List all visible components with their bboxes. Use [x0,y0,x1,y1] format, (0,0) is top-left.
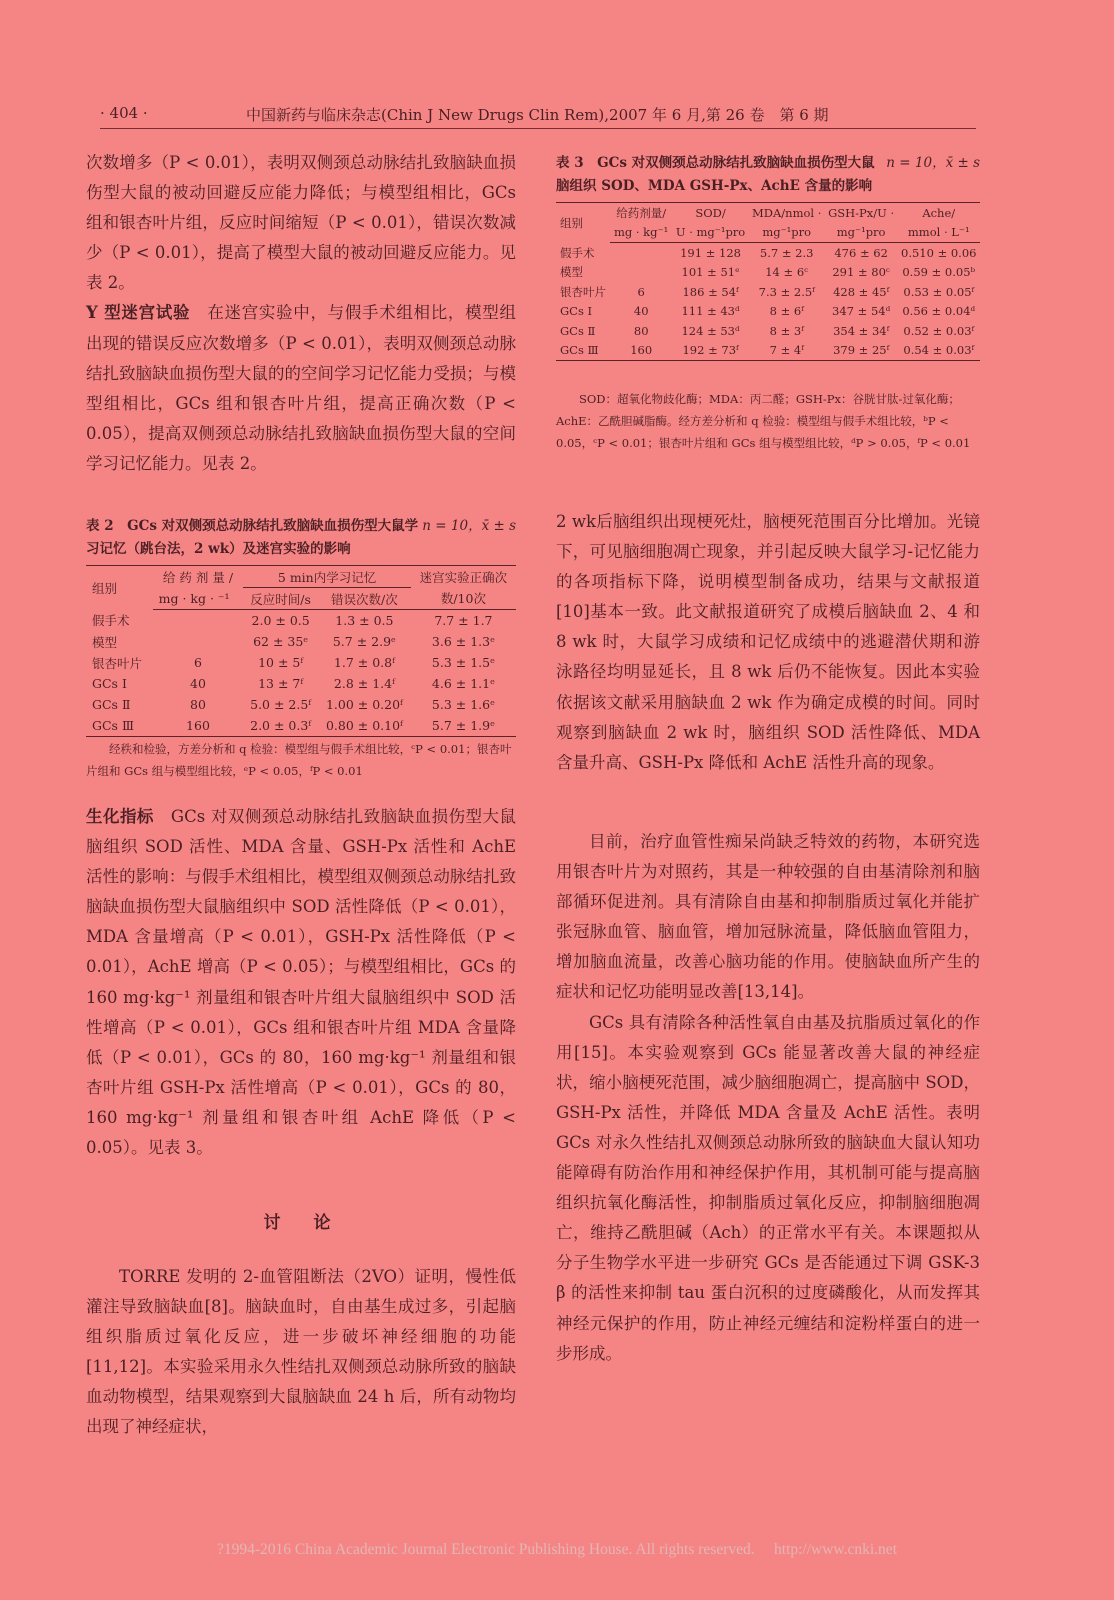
table-2-cell: 1.00 ± 0.20ᶠ [325,697,403,712]
table-3-stat: n = 10，x̄ ± s [886,155,980,171]
table-2-cell: 1.3 ± 0.5 [335,613,394,628]
table-3-cell: 428 ± 45ᶠ [833,284,890,299]
table-3-cell: 7.3 ± 2.5ᶠ [758,284,815,299]
header-rule [100,128,976,129]
t3-h-mda-unit: mg⁻¹pro [749,223,825,243]
table-2-cell: GCs Ⅱ [92,697,131,712]
right-paragraph-2: 目前，治疗血管性痴呆尚缺乏特效的药物，本研究选用银杏叶片为对照药，其是一种较强的自由基清除剂和脑部循环促进剂。具有清除自由基和抑制脂质过氧化并能扩张冠脉血管、脑血管，增加冠脉流量，降低脑血管阻力，增加脑血流量，改善心脑功能的作用。使脑缺血所产生的症状和记忆功能明显改善[13,14]。 [556,832,980,1002]
table-3-cell: 354 ± 34ᶠ [833,323,890,338]
table-3-cell: 379 ± 25ᶠ [833,343,890,358]
table-3-row [556,321,980,341]
table-3-cell: 8 ± 3ᶠ [769,323,804,338]
table-3-cell: 476 ± 62 [834,245,888,260]
table-3-row [556,263,980,283]
copyright-footer: ?1994-2016 China Academic Journal Electronic Publishing House. All rights reserved. http://www.cnki.net [216,1541,897,1558]
biochem-text: GCs 对双侧颈总动脉结扎致脑缺血损伤型大鼠脑组织 SOD 活性、MDA 含量、GSH-Px 活性和 AchE 活性的影响：与假手术组相比，模型组双侧颈总动脉结扎致脑缺血损伤型大鼠脑组织中 SOD 活性降低（P < 0.01），MDA 含量增高（P < 0.01），GSH-Px 活性降低（P < 0.01），AchE 增高（P < 0.05）；与模型组相比，GCs 的 160 mg·kg⁻¹ 剂量组和银杏叶片组大鼠脑组织中 SOD 活性增高（P < 0.01），GCs 组和银杏叶片组 MDA 含量降低（P < 0.01），GCs 的 80，160 mg·kg⁻¹ 剂量组和银杏叶片组 GSH-Px 活性增高（P < 0.01），GCs 的 80，160 mg·kg⁻¹ 剂量组和银杏叶组 AchE 降低（P < 0.05）。见表 3。 [86,807,517,1158]
table-3-cell: GCs Ⅰ [560,304,593,319]
table-3-grid [556,202,980,361]
discussion-paragraph-1: TORRE 发明的 2-血管阻断法（2VO）证明，慢性低灌注导致脑缺血[8]。脑缺血时，自由基生成过多，引起脑组织脂质过氧化反应，进一步破坏神经细胞的功能[11,12]。本实验采用永久性结扎双侧颈总动脉所致的脑缺血动物模型，结果观察到大鼠脑缺血 24 h 后，所有动物均出现了神经症状， [86,1267,516,1437]
table-2-cell: 3.6 ± 1.3ᵉ [431,634,495,649]
table-2-cell: 5.7 ± 2.9ᵉ [332,634,396,649]
table-3-row [556,302,980,322]
table-3-cell: 0.510 ± 0.06 [901,245,977,260]
table-2-cell: 5.3 ± 1.6ᵉ [431,697,495,712]
table-3-cell: GCs Ⅱ [560,323,596,338]
table-3-cell: 14 ± 6ᶜ [765,265,809,280]
t3-h-group: 组别 [560,215,583,230]
table-3-cell: 186 ± 54ᶠ [682,284,739,299]
table-3-cell: 银杏叶片 [560,284,606,299]
t3-h-sod: SOD/ [695,205,726,220]
table-3-cell: 5.7 ± 2.3 [759,245,814,260]
table-2 [86,515,516,737]
table-2-row [86,694,516,715]
table-3-cell: 347 ± 54ᵈ [832,304,891,319]
table-3-cell: 0.53 ± 0.05ᶠ [903,284,975,299]
t3-h-sod-unit: U · mg⁻¹pro [672,223,748,243]
table-3-row [556,243,980,263]
table-3-cell: 192 ± 73ᶠ [682,343,739,358]
t3-h-gsh: GSH-Px/U · [828,205,895,220]
table-2-cell [153,631,244,652]
table-2-stat: n = 10，x̄ ± s [422,518,516,534]
table-3-cell [610,243,673,263]
t2-h-rt: 反应时间/s [243,588,318,610]
table-3-cell: 模型 [560,265,583,280]
discussion-column [86,1262,516,1443]
table-3-cell [610,263,673,283]
t3-h-gsh-unit: mg⁻¹pro [825,223,898,243]
table-2-cell: 银杏叶片 [92,655,143,671]
paragraph-biochem [86,802,516,1163]
table-2-cell: 7.7 ± 1.7 [434,613,493,628]
table-3-row [556,341,980,361]
t2-h-group: 组别 [92,580,118,596]
table-3-cell: 160 [630,343,653,358]
t2-h-dose: 给 药 剂 量 / [162,569,234,585]
table-2-cell: 6 [194,655,202,670]
table-3-caption: n = 10，x̄ ± s 表 3 GCs 对双侧颈总动脉结扎致脑缺血损伤型大鼠脑组织 SOD、MDA GSH-Px、AchE 含量的影响 [556,152,980,198]
table-2-cell: 2.0 ± 0.3ᶠ [250,718,312,733]
table-3-cell: 40 [633,304,649,319]
scan-corner-line [0,0,82,2]
t3-h-dose-unit: mg · kg⁻¹ [610,223,673,243]
table-2-cell: 假手术 [92,613,130,629]
table-2-cell [153,610,244,632]
table-3-cell: 111 ± 43ᵈ [681,304,740,319]
t2-h-err: 错误次数/次 [318,588,411,610]
table-2-cell: 10 ± 5ᶠ [258,655,304,670]
table-3-cell: GCs Ⅲ [560,343,599,358]
table-2-cell: 5.0 ± 2.5ᶠ [250,697,312,712]
table-3-cell: 0.59 ± 0.05ᵇ [902,265,976,280]
table-2-cell: 160 [186,718,210,733]
table-2-cell: 1.7 ± 0.8ᶠ [333,655,395,670]
y-maze-heading: Y 型迷宫试验 [86,303,191,323]
table-2-cell: 4.6 ± 1.1ᵉ [431,676,495,691]
table-3-row [556,282,980,302]
table-3-cell: 7 ± 4ᶠ [769,343,804,358]
t2-h-maze2: 数/10次 [411,588,516,610]
table-3-note: SOD：超氧化物歧化酶；MDA：丙二醛；GSH-Px：谷胱甘肽-过氧化酶；AchE：乙酰胆碱脂酶。经方差分析和 q 检验：模型组与假手术组比较，ᵇP < 0.05，ᶜP < 0.01；银杏叶片组和 GCs 组与模型组比较，ᵈP > 0.05，ᶠP < 0.01 [556,392,971,450]
table-2-cell: 62 ± 35ᵉ [253,634,309,649]
table-2-cell: 5.3 ± 1.5ᵉ [431,655,495,670]
table-2-row [86,715,516,737]
page-number: · 404 · [100,104,148,122]
table-3-cell: 124 ± 53ᵈ [681,323,740,338]
left-column-top [86,148,516,479]
table-2-cell: 5.7 ± 1.9ᵉ [431,718,495,733]
left-column-biochem [86,802,516,1163]
t3-h-mda: MDA/nmol · [751,205,822,220]
table-2-row [86,610,516,632]
table-2-row [86,631,516,652]
journal-title: 中国新药与临床杂志(Chin J New Drugs Clin Rem),2007 年 6 月,第 26 卷 第 6 期 [246,106,829,124]
t3-h-ache: Ache/ [922,205,956,220]
table-2-caption: n = 10，x̄ ± s 表 2 GCs 对双侧颈总动脉结扎致脑缺血损伤型大鼠学习记忆（跳台法，2 wk）及迷宫实验的影响 [86,515,516,561]
t2-h-5min: 5 min内学习记忆 [243,566,411,588]
t2-h-maze: 迷宫实验正确次 [419,569,508,585]
table-3-cell: 6 [637,284,645,299]
right-column-text-2 [556,827,980,1369]
table-2-cell: 模型 [92,634,118,650]
table-2-cell: 2.0 ± 0.5 [251,613,310,628]
table-2-note: 经秩和检验，方差分析和 q 检验：模型组与假手术组比较，ᶜP < 0.01；银杏叶片组和 GCs 组与模型组比较，ᵉP < 0.05，ᶠP < 0.01 [86,742,512,778]
discussion-heading: 讨 论 [263,1213,339,1233]
table-2-cell: 13 ± 7ᶠ [258,676,304,691]
t3-h-ache-unit: mmol · L⁻¹ [897,223,980,243]
table-3-cell: 假手术 [560,245,595,260]
table-3-cell: 0.52 ± 0.03ᶠ [903,323,975,338]
t2-h-dose-unit: mg · kg · ⁻¹ [153,588,244,610]
table-3-cell: 0.54 ± 0.03ᶠ [903,343,975,358]
right-column-text [556,507,980,778]
page-header [100,104,976,128]
paragraph-passive-avoidance: 次数增多（P < 0.01），表明双侧颈总动脉结扎致脑缺血损伤型大鼠的被动回避反应能力降低；与模型组相比，GCs 组和银杏叶片组，反应时间缩短（P < 0.01），错误次数减少（P < 0.01），提高了模型大鼠的被动回避反应能力。见表 2。 [86,153,516,293]
table-2-cell: 0.80 ± 0.10ᶠ [325,718,403,733]
paragraph-y-maze [86,298,516,479]
table-2-row [86,652,516,673]
table-2-cell: 2.8 ± 1.4ᶠ [333,676,395,691]
table-2-cell: GCs Ⅲ [92,718,134,733]
table-2-cell: 40 [190,676,206,691]
table-3-cell: 101 ± 51ᵉ [681,265,740,280]
table-2-grid [86,565,516,737]
table-3-cell: 0.56 ± 0.04ᵈ [902,304,976,319]
right-paragraph-3: GCs 具有清除各种活性氧自由基及抗脂质过氧化的作用[15]。本实验观察到 GCs 能显著改善大鼠的神经症状，缩小脑梗死范围，减少脑细胞凋亡，提高脑中 SOD，GSH-Px 活性，并降低 MDA 含量及 AchE 活性。表明 GCs 对永久性结扎双侧颈总动脉所致的脑缺血大鼠认知功能障碍有防治作用和神经保护作用，其机制可能与提高脑组织抗氧化酶活性，抑制脂质过氧化反应，抑制脑细胞凋亡，维持乙酰胆碱（Ach）的正常水平有关。本课题拟从分子生物学水平进一步研究 GCs 是否能通过下调 GSK-3 β 的活性来抑制 tau 蛋白沉积的过度磷酸化，从而发挥其神经元保护的作用，防止神经元缠结和淀粉样蛋白的进一步形成。 [556,1012,980,1363]
right-paragraph-1: 2 wk后脑组织出现梗死灶，脑梗死范围百分比增加。光镜下，可见脑细胞凋亡现象，并引起反映大鼠学习-记忆能力的各项指标下降，说明模型制备成功，结果与文献报道[10]基本一致。此文献报道研究了成模后脑缺血 2、4 和 8 wk 时，大鼠学习成绩和记忆成绩中的逃避潜伏期和游泳路径均明显延长，且 8 wk 后仍不能恢复。因此本实验依据该文献采用脑缺血 2 wk 作为确定成模的时间。同时观察到脑缺血 2 wk 时，脑组织 SOD 活性降低、MDA 含量升高、GSH-Px 降低和 AchE 活性升高的现象。 [556,512,980,772]
table-3-cell: 8 ± 6ᶠ [769,304,804,319]
biochem-heading: 生化指标 [86,807,154,826]
y-maze-text: 在迷宫实验中，与假手术组相比，模型组出现的错误反应次数增多（P < 0.01），表明双侧颈总动脉结扎致脑缺血损伤型大鼠的的空间学习记忆能力受损；与模型组相比，GCs 组和银杏叶片组，提高正确次数（P < 0.05），提高双侧颈总动脉结扎致脑缺血损伤型大鼠的空间学习记忆能力。见表 2。 [86,303,516,473]
table-2-cell: 80 [190,697,206,712]
table-3-cell: 291 ± 80ᶜ [832,265,890,280]
t3-h-dose: 给药剂量/ [616,205,667,220]
table-2-row [86,673,516,694]
table-3-cell: 80 [633,323,649,338]
table-3 [556,152,980,361]
table-2-cell: GCs Ⅰ [92,676,127,691]
table-3-cell: 191 ± 128 [680,245,741,260]
